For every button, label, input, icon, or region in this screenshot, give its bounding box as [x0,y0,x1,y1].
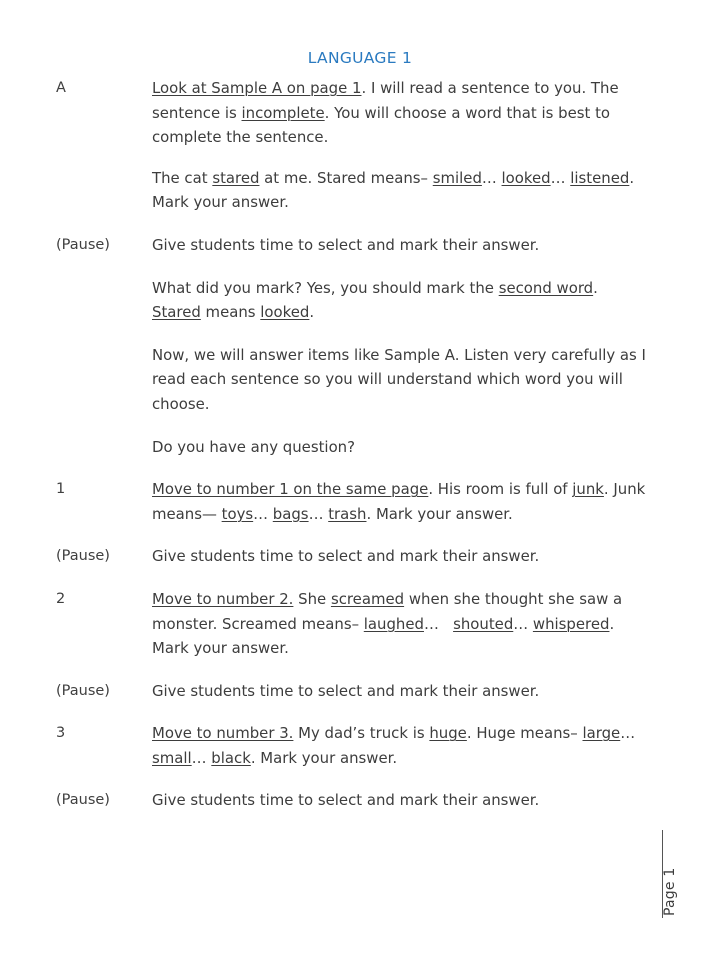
row-text-listen-carefully: Now, we will answer items like Sample A. Listen very carefully as I read each sentence so you will understand which word you will choose. [152,345,646,413]
row-label-pause: (Pause) [56,682,110,699]
instruction-row-question-prompt [56,435,664,460]
item-row-2 [56,587,664,661]
underlined-text: trash [328,504,367,523]
pause-row-2 [56,544,664,569]
underlined-text: stared [212,168,260,187]
row-label-pause: (Pause) [56,792,110,809]
spacer [56,215,664,233]
plain-text: . [309,303,315,322]
underlined-text: listened [570,168,630,187]
underlined-text: second word [498,278,594,297]
plain-text: My dad’s truck is [293,724,430,743]
row-text-item-1 [152,477,648,526]
row-text-answer-review [152,276,648,325]
plain-text: … [620,724,636,743]
plain-text: at me. Stared means– [259,168,433,187]
row-text-pause: Give students time to select and mark their answer. [152,235,540,254]
row-text-sample-a [152,76,648,150]
row-text-pause: Give students time to select and mark their answer. [152,547,540,566]
row-text-item-3 [152,721,648,770]
row-text-question-prompt: Do you have any question? [152,437,356,456]
spacer [56,569,664,587]
item-row-3 [56,721,664,770]
underlined-text: screamed [330,589,405,608]
spacer [56,150,664,166]
plain-text: . I will read a sentence to you. The sentence is [152,79,619,122]
plain-text: . Mark your answer. [250,748,398,767]
underlined-text: small [152,748,192,767]
underlined-text: huge [429,724,467,743]
underlined-text: incomplete [241,103,325,122]
instruction-row-sample-a [56,76,664,150]
document-body [56,76,664,813]
instruction-row-listen-carefully [56,343,664,417]
spacer [56,459,664,477]
underlined-text: large [582,724,621,743]
spacer [56,770,664,788]
row-label-item-3: 3 [56,725,66,742]
plain-text: when she thought she saw a monster. Screamed means– [152,589,623,633]
underlined-text: bags [272,504,309,523]
spacer [56,526,664,544]
underlined-text: Stared [152,303,201,322]
spacer [56,325,664,343]
underlined-text: Move to number 3. [152,724,294,743]
plain-text: … [253,504,273,523]
spacer [56,661,664,679]
row-label-item-1: 1 [56,481,66,498]
plain-text: . Huge means– [466,724,583,743]
pause-row-4 [56,788,664,813]
plain-text: . Mark your answer. [366,504,513,523]
spacer [56,258,664,276]
plain-text: … [513,614,533,633]
plain-text: . You will choose a word that is best to complete the sentence. [152,103,611,147]
underlined-text: toys [221,504,254,523]
pause-row-1 [56,233,664,258]
spacer [56,417,664,435]
underlined-text: black [211,748,251,767]
row-text-pause: Give students time to select and mark their answer. [152,791,540,810]
row-text-item-2 [152,587,648,661]
underlined-text: smiled [432,168,482,187]
plain-text: . His room is full of [428,480,573,499]
plain-text: What did you mark? Yes, you should mark the [152,278,499,297]
page-title: LANGUAGE 1 [307,49,413,67]
underlined-text: Move to number 2. [152,589,294,608]
row-label-pause: (Pause) [56,236,110,253]
plain-text: … [423,614,454,633]
underlined-text: shouted [453,614,514,633]
plain-text: . Mark your answer. [152,168,635,212]
underlined-text: looked [501,168,551,187]
pause-row-3 [56,679,664,704]
instruction-row-sample-a-sentence [56,166,664,215]
underlined-text: looked [260,303,310,322]
row-text-pause: Give students time to select and mark their answer. [152,681,540,700]
row-label-pause: (Pause) [56,548,110,565]
underlined-text: Look at Sample A on page 1 [152,79,362,97]
plain-text: means [200,303,261,322]
row-label-item-2: 2 [56,590,66,607]
plain-text: She [293,589,331,608]
plain-text: … [481,168,502,187]
plain-text: . Junk means— [152,480,646,523]
plain-text: … [308,504,329,523]
page-footer [662,828,683,924]
item-row-1 [56,477,664,526]
underlined-text: Move to number 1 on the same page [152,480,429,499]
row-text-sample-a-sentence [152,166,648,215]
plain-text: . [593,278,598,297]
row-label-sample-a: A [56,80,66,96]
plain-text: … [191,748,212,767]
plain-text: … [550,168,571,187]
underlined-text: laughed [363,614,424,633]
underlined-text: junk [572,480,604,499]
instruction-row-answer-review [56,276,664,325]
plain-text: The cat [152,168,213,187]
plain-text: . Mark your answer. [152,614,615,658]
spacer [56,703,664,721]
page-number: Page 1 [662,867,678,916]
underlined-text: whispered [532,614,610,633]
